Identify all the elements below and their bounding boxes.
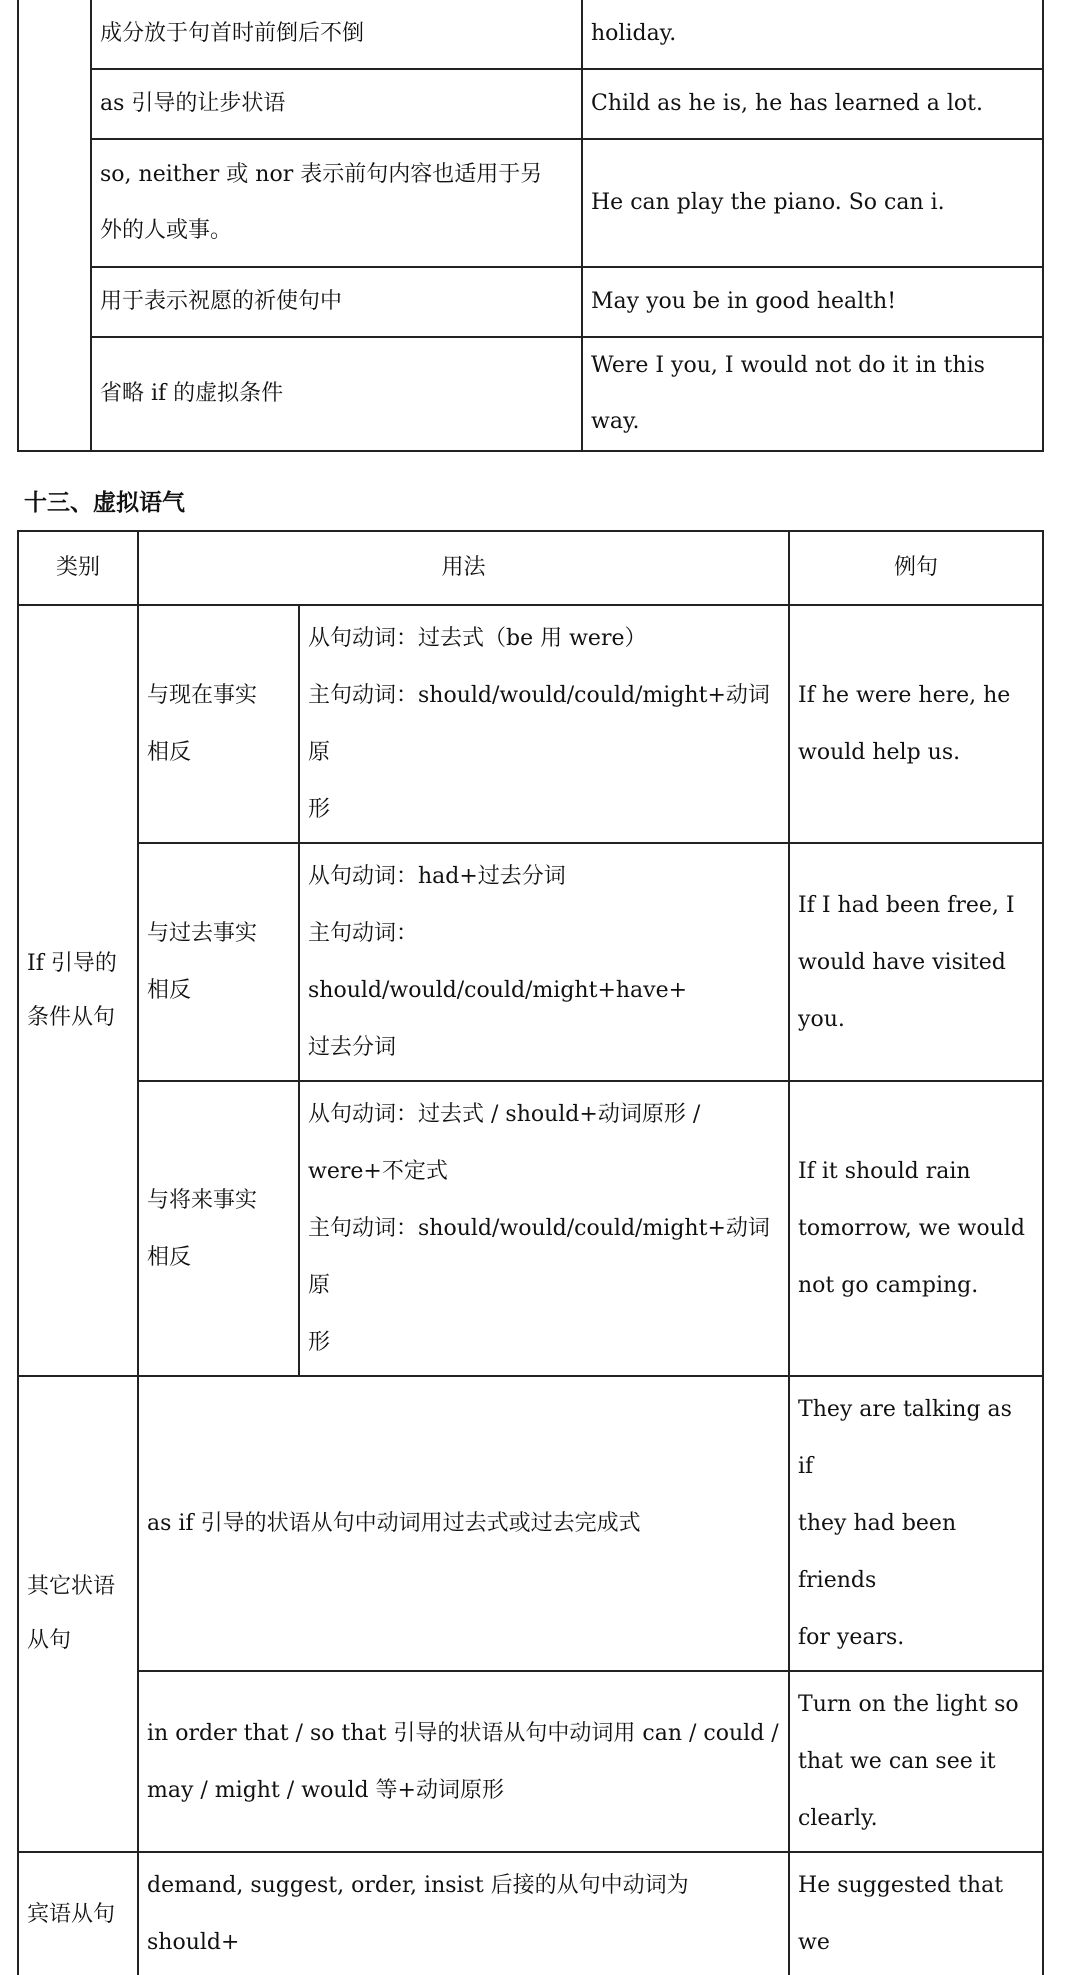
subcategory-cell: 与现在事实 相反	[138, 605, 299, 843]
header-category: 类别	[18, 531, 138, 605]
example-cell: If it should rain tomorrow, we would not go camping.	[789, 1081, 1043, 1376]
table-row	[18, 1671, 1043, 1852]
rule-cell: 省略 if 的虚拟条件	[91, 337, 582, 451]
example-cell: Were I you, I would not do it in this way.	[582, 337, 1043, 451]
inversion-table	[17, 0, 1044, 452]
header-example: 例句	[789, 531, 1043, 605]
table-row	[18, 139, 1043, 267]
section-heading: 十三、虚拟语气	[24, 490, 185, 516]
usage-cell: 从句动词：had+过去分词 主句动词：should/would/could/might+have+ 过去分词	[299, 843, 789, 1081]
category-cell-continued	[18, 0, 91, 451]
example-cell: May you be in good health!	[582, 267, 1043, 337]
table-row	[18, 1376, 1043, 1671]
usage-cell: as if 引导的状语从句中动词用过去式或过去完成式	[138, 1376, 789, 1671]
example-cell: He suggested that we	[789, 1852, 1043, 1975]
table-row	[18, 337, 1043, 451]
usage-cell: demand, suggest, order, insist 后接的从句中动词为 should+	[138, 1852, 789, 1975]
example-cell: He can play the piano. So can i.	[582, 139, 1043, 267]
category-cell-object-clause: 宾语从句	[18, 1852, 138, 1975]
subjunctive-table	[17, 530, 1044, 1975]
example-cell: If I had been free, I would have visited you.	[789, 843, 1043, 1081]
example-cell: They are talking as if they had been friends for years.	[789, 1376, 1043, 1671]
example-cell: Child as he is, he has learned a lot.	[582, 69, 1043, 139]
rule-cell: 用于表示祝愿的祈使句中	[91, 267, 582, 337]
table-row	[18, 1852, 1043, 1975]
usage-cell: 从句动词：过去式（be 用 were） 主句动词：should/would/could/might+动词原 形	[299, 605, 789, 843]
example-cell: Turn on the light so that we can see it clearly.	[789, 1671, 1043, 1852]
table-row	[18, 267, 1043, 337]
table-row	[18, 843, 1043, 1081]
table-row	[18, 0, 1043, 69]
rule-cell: so, neither 或 nor 表示前句内容也适用于另 外的人或事。	[91, 139, 582, 267]
subcategory-cell: 与将来事实 相反	[138, 1081, 299, 1376]
example-cell: holiday.	[582, 0, 1043, 69]
rule-cell: as 引导的让步状语	[91, 69, 582, 139]
category-cell-if-clause: If 引导的 条件从句	[18, 605, 138, 1376]
usage-cell: 从句动词：过去式 / should+动词原形 / were+不定式 主句动词：should/would/could/might+动词原 形	[299, 1081, 789, 1376]
rule-cell: 成分放于句首时前倒后不倒	[91, 0, 582, 69]
table-header-row	[18, 531, 1043, 605]
header-usage: 用法	[138, 531, 789, 605]
category-cell-other-adverbial: 其它状语 从句	[18, 1376, 138, 1852]
table-row	[18, 605, 1043, 843]
example-cell: If he were here, he would help us.	[789, 605, 1043, 843]
usage-cell: in order that / so that 引导的状语从句中动词用 can / could / may / might / would 等+动词原形	[138, 1671, 789, 1852]
table-row	[18, 1081, 1043, 1376]
subcategory-cell: 与过去事实 相反	[138, 843, 299, 1081]
table-row	[18, 69, 1043, 139]
